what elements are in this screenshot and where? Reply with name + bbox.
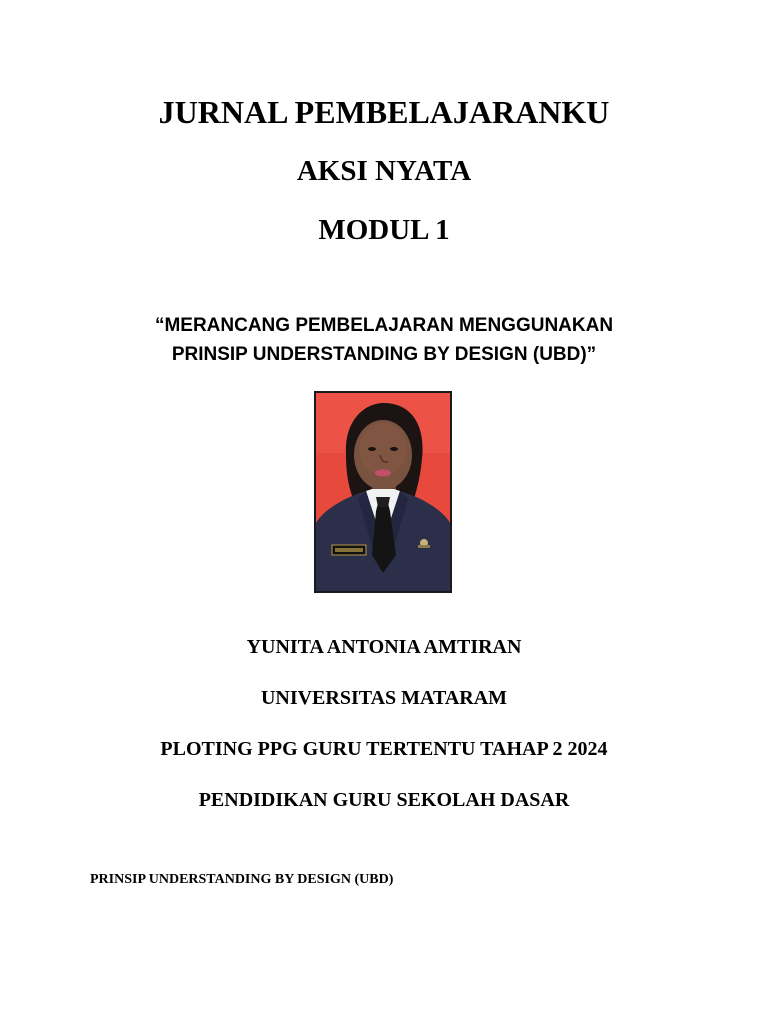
topic-quote-line-2: PRINSIP UNDERSTANDING BY DESIGN (UBD)” [171, 344, 597, 365]
program-batch: PLOTING PPG GURU TERTENTU TAHAP 2 2024 [160, 738, 608, 760]
author-portrait-photo [314, 391, 452, 593]
journal-title: JURNAL PEMBELAJARANKU [158, 94, 610, 130]
section-heading: PRINSIP UNDERSTANDING BY DESIGN (UBD) [90, 872, 394, 887]
journal-subtitle-modul: MODUL 1 [318, 214, 450, 246]
journal-subtitle-aksi-nyata: AKSI NYATA [296, 155, 472, 187]
study-program: PENDIDIKAN GURU SEKOLAH DASAR [198, 789, 570, 811]
topic-quote-line-1: “MERANCANG PEMBELAJARAN MENGGUNAKAN [154, 315, 614, 336]
author-name: YUNITA ANTONIA AMTIRAN [246, 636, 522, 658]
university-name: UNIVERSITAS MATARAM [260, 687, 508, 709]
